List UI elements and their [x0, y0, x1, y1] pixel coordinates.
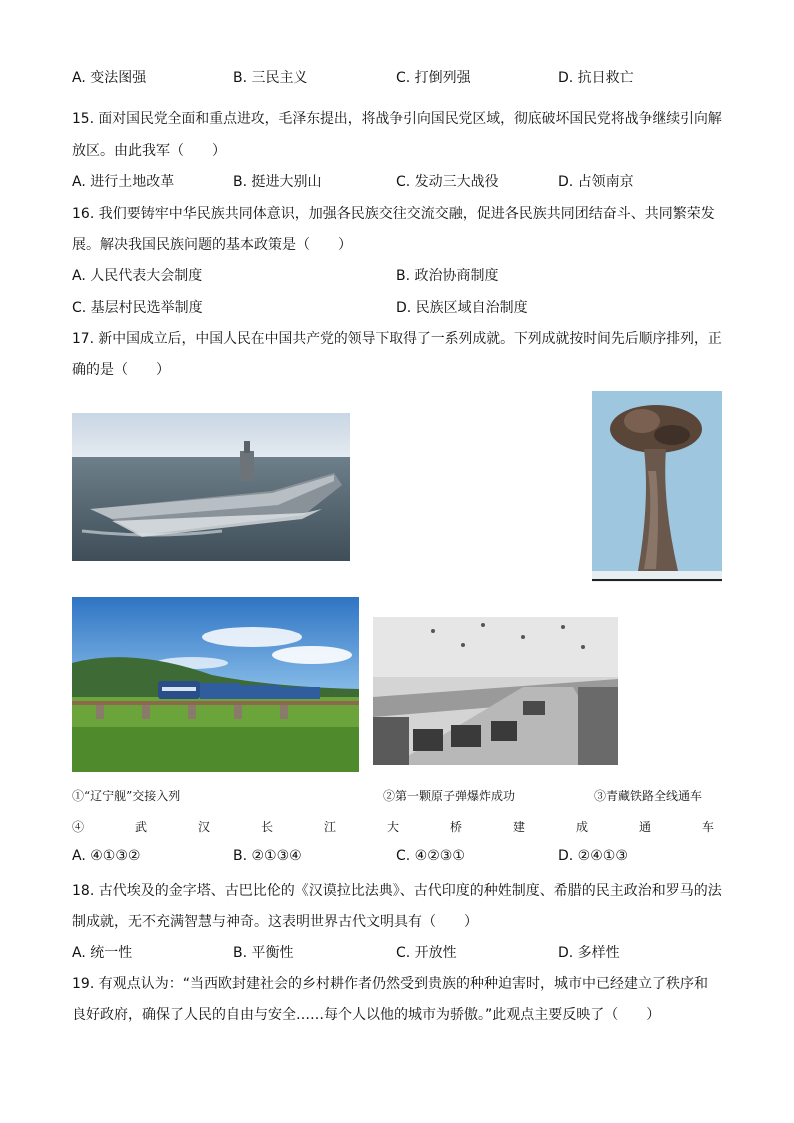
q17-caption-1: ①“辽宁舰”交接入列 — [72, 789, 181, 803]
aircraft-carrier-photo — [72, 413, 350, 561]
q16-stem-line1: 16. 我们要铸牢中华民族共同体意识，加强各民族交往交流交融，促进各民族共同团结奋斗、共同繁荣发 — [72, 206, 715, 222]
q17-caption-2: ②第一颗原子弹爆炸成功 — [383, 789, 516, 803]
q16-stem-line2: 展。解决我国民族问题的基本政策是（ ） — [72, 237, 352, 253]
q17-stem-line2: 确的是（ ） — [72, 362, 170, 378]
q18-option-d: D. 多样性 — [558, 945, 620, 961]
q17-option-b: B. ②①③④ — [233, 848, 302, 864]
q18-stem-line2: 制成就，无不充满智慧与神奇。这表明世界古代文明具有（ ） — [72, 914, 478, 930]
q17-option-a: A. ④①③② — [72, 848, 141, 864]
wuhan-bridge-photo — [373, 617, 618, 765]
q19-stem-line2: 良好政府，确保了人民的自由与安全……每个人以他的城市为骄傲。”此观点主要反映了（ ） — [72, 1007, 661, 1023]
q15-option-d: D. 占领南京 — [558, 174, 634, 190]
q17-caption-3: ③青藏铁路全线通车 — [594, 789, 703, 803]
q15-stem-line2: 放区。由此我军（ ） — [72, 143, 226, 159]
q18-option-c: C. 开放性 — [396, 945, 457, 961]
q17-stem-line1: 17. 新中国成立后，中国人民在中国共产党的领导下取得了一系列成就。下列成就按时间先后顺序排列，正 — [72, 331, 722, 347]
q15-option-a: A. 进行土地改革 — [72, 174, 175, 190]
q19-stem-line1: 19. 有观点认为：“当西欧封建社会的乡村耕作者仍然受到贵族的种种迫害时，城市中已经建立了秩序和 — [72, 976, 708, 992]
q16-option-a: A. 人民代表大会制度 — [72, 268, 203, 284]
q17-option-d: D. ②④①③ — [558, 848, 628, 864]
q14-option-d: D. 抗日救亡 — [558, 70, 634, 86]
q16-option-b: B. 政治协商制度 — [396, 268, 499, 284]
q17-option-c: C. ④②③① — [396, 848, 465, 864]
q15-option-c: C. 发动三大战役 — [396, 174, 499, 190]
q18-stem-line1: 18. 古代埃及的金字塔、古巴比伦的《汉谟拉比法典》、古代印度的种姓制度、希腊的民主政治和罗马的法 — [72, 883, 722, 899]
qinghai-tibet-railway-photo — [72, 597, 359, 772]
q14-option-c: C. 打倒列强 — [396, 70, 471, 86]
q16-option-c: C. 基层村民选举制度 — [72, 300, 203, 316]
q15-option-b: B. 挺进大别山 — [233, 174, 322, 190]
q14-option-b: B. 三民主义 — [233, 70, 308, 86]
q16-option-d: D. 民族区域自治制度 — [396, 300, 528, 316]
mushroom-cloud-photo — [592, 391, 722, 582]
q14-option-a: A. 变法图强 — [72, 70, 147, 86]
q18-option-a: A. 统一性 — [72, 945, 133, 961]
q18-option-b: B. 平衡性 — [233, 945, 294, 961]
q17-caption-4: ④武汉长江大桥建成通车 — [72, 820, 766, 834]
q15-stem-line1: 15. 面对国民党全面和重点进攻，毛泽东提出，将战争引向国民党区域，彻底破坏国民党将战争继续引向解 — [72, 111, 722, 127]
